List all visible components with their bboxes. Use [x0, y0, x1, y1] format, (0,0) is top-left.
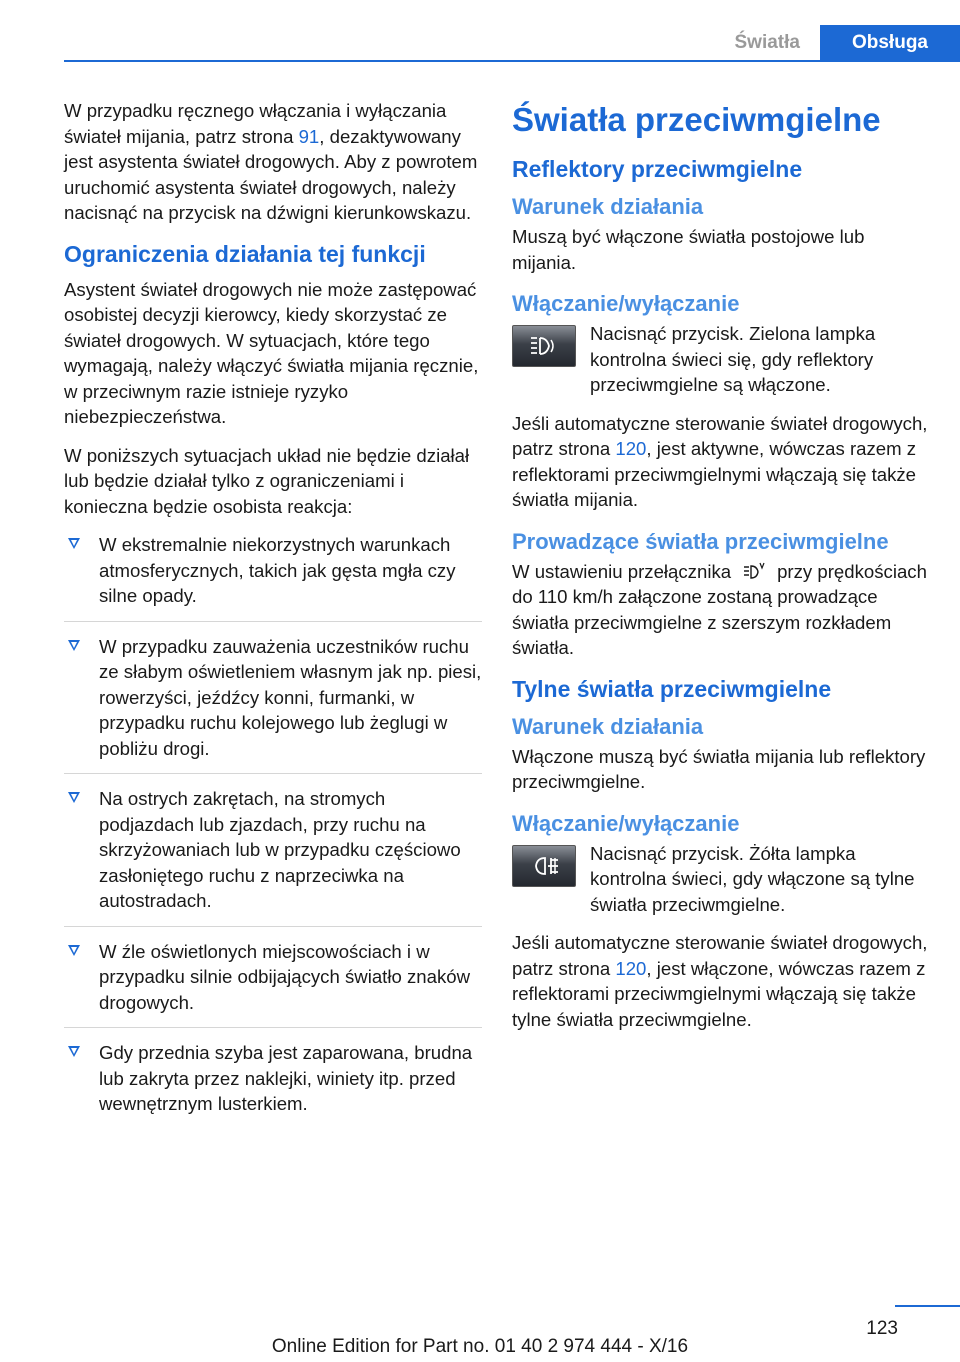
list-item-text: Gdy przednia szyba jest zaparowana, brudna lub zakryta przez naklejki, winiety itp. przed wewnętrznym lusterkiem.: [99, 1042, 473, 1114]
list-item-text: Na ostrych zakrętach, na stromych podjazdach lub zjazdach, przy ruchu na skrzyżowaniach lub w przypadku częściowo zasłoniętego ruchu z naprzeciwka na autostradach.: [99, 788, 461, 911]
tab-lights[interactable]: Światła: [715, 25, 820, 61]
list-item: [64, 1040, 482, 1129]
left-column: [64, 98, 482, 1141]
list-item: [64, 786, 482, 927]
header-tabs: [715, 25, 960, 61]
paragraph-auto-front: [512, 411, 928, 513]
text-segment: , jest włączone, wówczas razem z reflektorami przeciwmgielnymi włączają się także tylne światła przeciwmgielne.: [512, 957, 926, 1030]
text-segment: , jest aktywne, wówczas razem z reflektorami przeciwmgielnymi włączają się także światła mijania.: [512, 438, 917, 510]
paragraph-manual-lights: [64, 98, 482, 226]
page-link-120-rear[interactable]: 120: [615, 957, 647, 979]
auto-light-switch-icon: [741, 561, 767, 581]
text-segment: W przypadku ręcznego włączania i wyłączania świateł mijania, patrz strona: [64, 100, 447, 147]
button-description-rear: [512, 841, 928, 931]
subheading-condition-rear: Warunek działania: [512, 713, 704, 739]
front-fog-button-icon: [512, 325, 576, 367]
subheading-condition: Warunek działania: [512, 194, 704, 219]
list-item-text: W ekstremalnie niekorzystnych warunkach atmosferycznych, takich jak gęsta mgła czy silne opady.: [99, 534, 456, 606]
page-link-91[interactable]: 91: [298, 125, 320, 147]
text-segment: przy prędkościach do 110 km/h załączone zostaną prowadzące światła przeciwmgielne z szerszym rozkładem światła.: [512, 560, 927, 658]
page-link-120[interactable]: 120: [615, 438, 647, 459]
paragraph-auto-rear: [512, 930, 928, 1032]
page-number: 123: [866, 1318, 898, 1339]
heading-limitations: Ograniczenia działania tej funkcji: [64, 240, 426, 267]
paragraph-button-front: Nacisnąć przycisk. Zielona lampka kontrolna świeci się, gdy reflektory przeciwmgielne są włączone.: [590, 323, 876, 395]
triangle-bullet-icon: [68, 792, 80, 803]
triangle-bullet-icon: [68, 640, 80, 651]
list-item-text: W przypadku zauważenia uczestników ruchu ze słabym oświetleniem własnym jak np. piesi, rowerzyści, jeźdźcy konni, furmanki, w przypadku ruchu kolejowego lub żeglugi w pobliżu drogi.: [99, 635, 482, 759]
header-rule: [64, 60, 960, 62]
subheading-leading-fog: Prowadzące światła przeciwmgielne: [512, 528, 889, 554]
triangle-bullet-icon: [68, 1046, 80, 1057]
text-segment: W ustawieniu przełącznika: [512, 560, 732, 582]
text-segment: Jeśli automatyczne sterowanie świateł drogowych, patrz strona: [512, 932, 928, 979]
heading-front-fog: Reflektory przeciwmgielne: [512, 156, 803, 182]
paragraph-situations: W poniższych sytuacjach układ nie będzie działał lub będzie działał tylko z ograniczeniami i konieczna będzie osobista reakcja:: [64, 444, 470, 517]
heading-rear-fog: Tylne światła przeciwmgielne: [512, 675, 832, 702]
right-column: [512, 98, 928, 1045]
paragraph-leading-fog: [512, 559, 928, 661]
list-item: [64, 634, 482, 775]
triangle-bullet-icon: [68, 538, 80, 549]
list-item-text: W źle oświetlonych miejscowościach i w przypadku silnie odbijających światło znaków drogowych.: [99, 940, 471, 1013]
subheading-on-off: Włączanie/wyłączanie: [512, 291, 740, 316]
section-title: Światła przeciwmgielne: [512, 101, 881, 138]
button-description-front: [512, 321, 928, 411]
list-item: [64, 532, 482, 622]
text-segment: , dezaktywowany jest asystenta świateł drogowych. Aby z powrotem uruchomić asystenta świateł drogowych, należy nacisnąć na przycisk na dźwigni kierunkowskazu.: [64, 125, 478, 223]
rear-fog-button-icon: [512, 845, 576, 887]
edition-footer: Online Edition for Part no. 01 40 2 974 444 - X/16: [271, 1336, 689, 1357]
text-segment: Jeśli automatyczne sterowanie świateł drogowych, patrz strona: [512, 412, 928, 459]
subheading-on-off-rear: Włączanie/wyłączanie: [512, 810, 740, 836]
paragraph-condition-rear: Włączone muszą być światła mijania lub reflektory przeciwmgielne.: [512, 745, 926, 792]
paragraph-button-rear: Nacisnąć przycisk. Żółta lampka kontrolna świeci, gdy włączone są tylne światła przeciwmgielne.: [590, 842, 915, 915]
front-fog-lamp-icon: [527, 334, 561, 358]
situations-list: [64, 532, 482, 1129]
tab-operation[interactable]: Obsługa: [820, 25, 960, 61]
paragraph-condition: Muszą być włączone światła postojowe lub mijania.: [512, 226, 865, 273]
paragraph-assistant: Asystent świateł drogowych nie może zastępować osobistej decyzji kierowcy, kiedy skorzystać ze świateł drogowych. W sytuacjach, które tego wymagają, należy włączyć światła mijania ręcznie, w przeciwnym razie istnieje ryzyko niebezpieczeństwa.: [64, 278, 479, 427]
list-item: [64, 939, 482, 1029]
triangle-bullet-icon: [68, 945, 80, 956]
rear-fog-lamp-icon: [527, 854, 561, 878]
footer-rule: [895, 1305, 960, 1307]
